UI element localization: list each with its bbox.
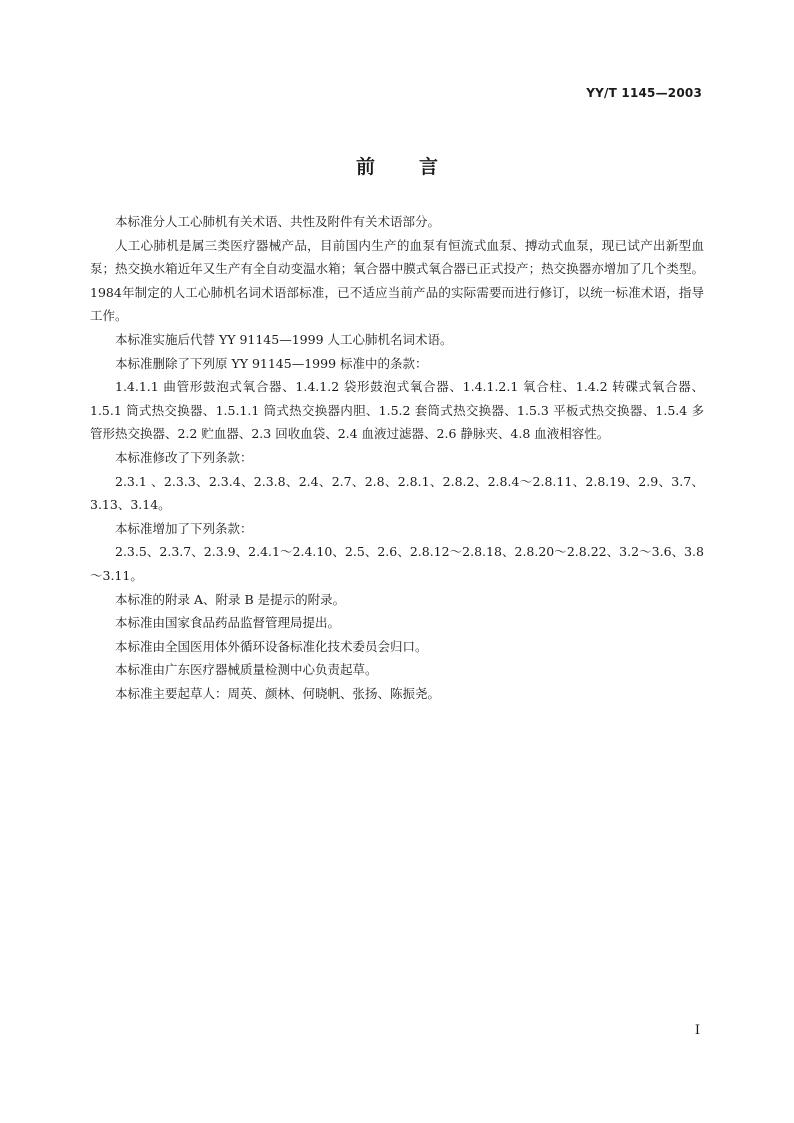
page-title [0, 152, 794, 179]
page-title-char-1: 前 [355, 156, 375, 178]
paragraph-modified-intro: 本标准修改了下列条款： [115, 449, 253, 465]
paragraph-modified-list: 2.3.1 、2.3.3、2.3.4、2.3.8、2.4、2.7、2.8、2.8.1、2.8.2、2.8.4～2.8.11、2.8.19、2.9、3.7、3.13、3.14。 [90, 473, 704, 513]
paragraph-drafted-by: 本标准由广东医疗器械质量检测中心负责起草。 [115, 662, 378, 678]
paragraph-centralized-by: 本标准由全国医用体外循环设备标准化技术委员会归口。 [115, 638, 428, 654]
page-title-char-2: 言 [419, 156, 439, 178]
paragraph-deleted-list: 1.4.1.1 曲管形鼓泡式氧合器、1.4.1.2 袋形鼓泡式氧合器、1.4.1.2.1 氧合柱、1.4.2 转碟式氧合器、1.5.1 筒式热交换器、1.5.1.1 筒式热交换器内胆、1.5.2 套筒式热交换器、1.5.3 平板式热交换器、1.5.4 多管形热交换器、2.2 贮血器、2.3 回收血袋、2.4 血液过滤器、2.6 静脉夹、4.8 血液相容性。 [90, 379, 704, 442]
paragraph-deleted-intro: 本标准删除了下列原 YY 91145—1999 标准中的条款： [115, 355, 428, 371]
paragraph-annexes: 本标准的附录 A、附录 B 是提示的附录。 [115, 591, 346, 607]
paragraph-background: 人工心肺机是属三类医疗器械产品，目前国内生产的血泵有恒流式血泵、搏动式血泵，现已试产出新型血泵；热交换水箱近年又生产有全自动变温水箱；氧合器中膜式氧合器已正式投产；热交换器亦增加了几个类型。1984年制定的人工心肺机名词术语部标准，已不适应当前产品的实际需要而进行修订，以统一标准术语，指导工作。 [90, 237, 704, 324]
foreword-body [90, 210, 704, 705]
paragraph-drafters: 本标准主要起草人：周英、颜林、何晓帆、张扬、陈振尧。 [115, 685, 441, 701]
paragraph-added-list: 2.3.5、2.3.7、2.3.9、2.4.1～2.4.10、2.5、2.6、2.8.12～2.8.18、2.8.20～2.8.22、3.2～3.6、3.8～3.11。 [90, 544, 704, 583]
paragraph-added-intro: 本标准增加了下列条款： [115, 520, 253, 536]
standard-number: YY/T 1145—2003 [586, 86, 702, 100]
paragraph-proposed-by: 本标准由国家食品药品监督管理局提出。 [115, 615, 341, 631]
page-number: I [694, 1023, 700, 1038]
paragraph-scope: 本标准分人工心肺机有关术语、共性及附件有关术语部分。 [115, 214, 441, 229]
paragraph-replaces: 本标准实施后代替 YY 91145—1999 人工心肺机名词术语。 [115, 331, 453, 347]
